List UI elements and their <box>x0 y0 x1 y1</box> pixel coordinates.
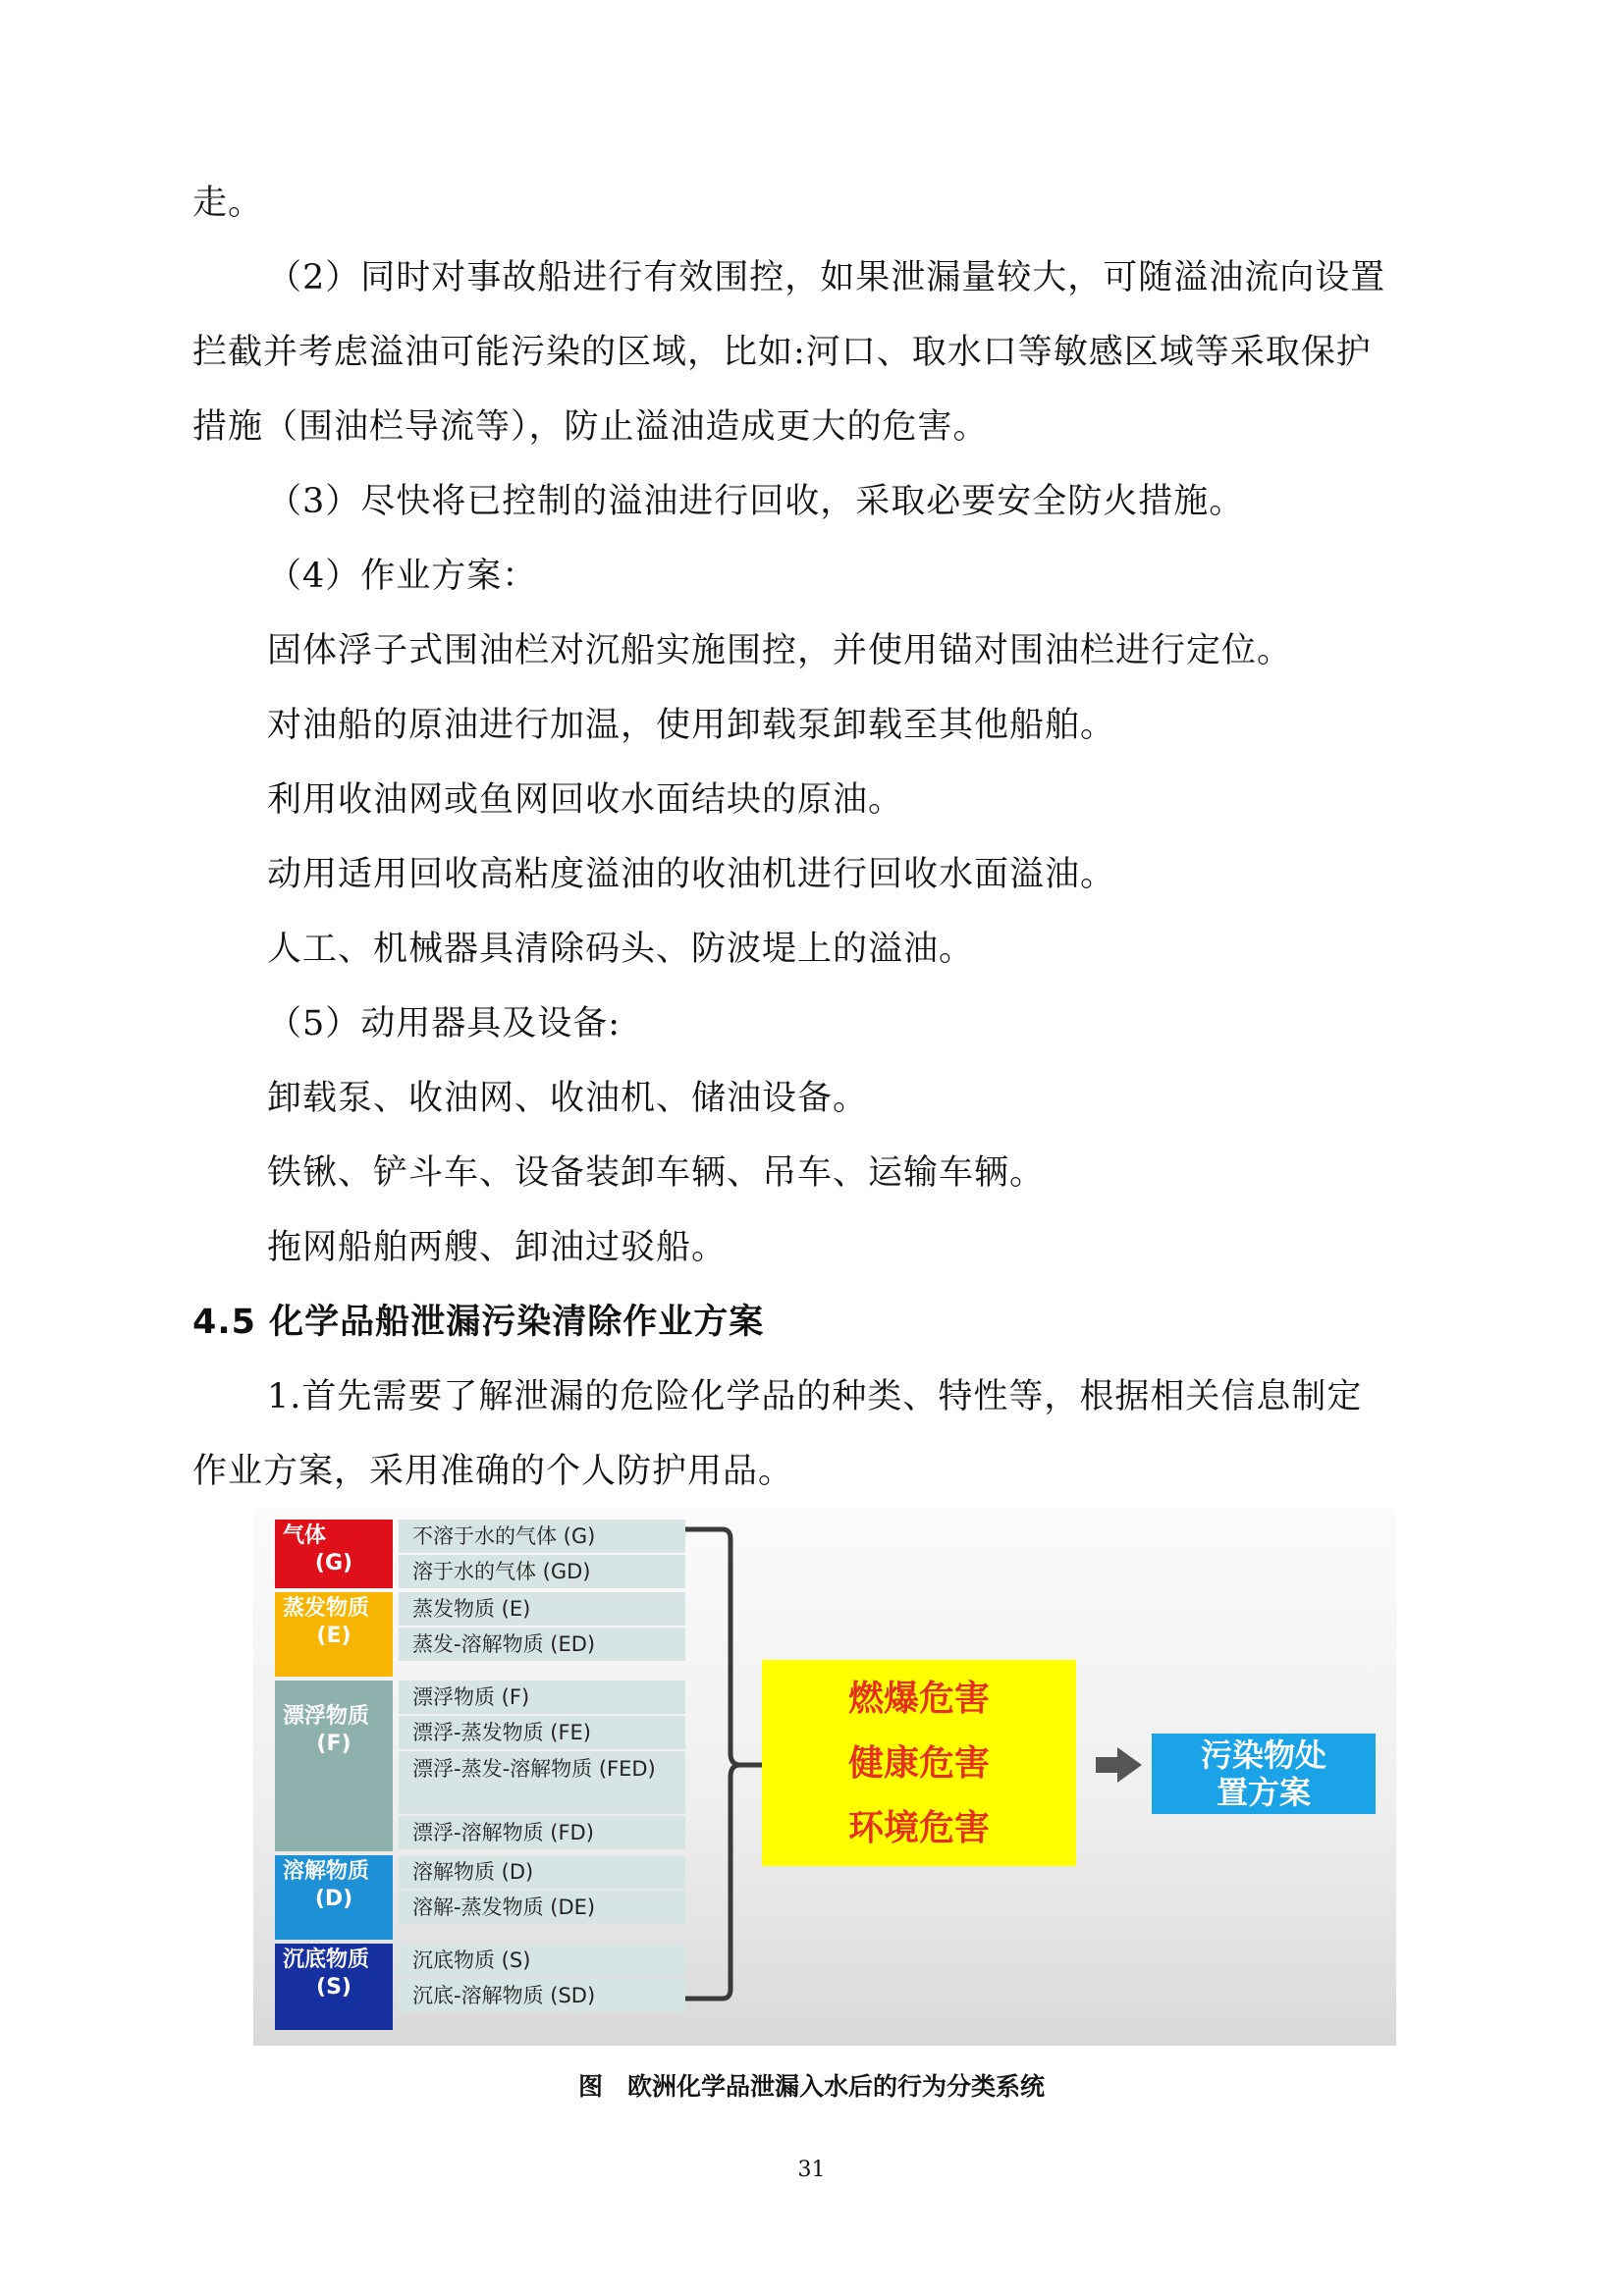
subtype-item: 漂浮-溶解物质 (FD) <box>399 1816 685 1849</box>
subtype-item: 蒸发物质 (E) <box>399 1592 685 1626</box>
subtype-item: 沉底-溶解物质 (SD) <box>399 1979 685 2012</box>
category-code: (F) <box>316 1732 352 1756</box>
hazard-item: 健康危害 <box>847 1743 990 1784</box>
category-name: 溶解物质 <box>283 1859 370 1884</box>
category-name: 蒸发物质 <box>283 1596 370 1621</box>
category-name: 气体 <box>283 1523 327 1548</box>
page-number: 31 <box>797 2158 826 2182</box>
category-code: (D) <box>314 1887 353 1911</box>
text-line: 作业方案，采用准确的个人防护用品。 <box>192 1452 794 1491</box>
text-line: 对油船的原油进行加温，使用卸载泵卸载至其他船舶。 <box>267 706 1116 745</box>
result-line: 置方案 <box>1216 1774 1311 1811</box>
text-line: 动用适用回收高粘度溢油的收油机进行回收水面溢油。 <box>267 855 1116 894</box>
subtype-item: 溶于水的气体 (GD) <box>399 1555 685 1588</box>
result-line: 污染物处 <box>1200 1736 1326 1774</box>
hazard-item: 燃爆危害 <box>847 1679 990 1719</box>
section-heading: 4.5 化学品船泄漏污染清除作业方案 <box>192 1303 765 1342</box>
text-line: 措施（围油栏导流等），防止溢油造成更大的危害。 <box>192 407 989 447</box>
category-code: (S) <box>316 1975 352 2000</box>
subtype-item: 沉底物质 (S) <box>399 1944 685 1977</box>
text-line: （4）作业方案： <box>267 557 538 596</box>
text-line: （2）同时对事故船进行有效围控，如果泄漏量较大，可随溢油流向设置 <box>267 258 1386 297</box>
subtype-item: 漂浮-蒸发-溶解物质 (FED) <box>399 1751 685 1814</box>
text-line: 拦截并考虑溢油可能污染的区域，比如:河口、取水口等敏感区域等采取保护 <box>192 333 1372 372</box>
text-line: 利用收油网或鱼网回收水面结块的原油。 <box>267 780 904 820</box>
category-code: (E) <box>316 1624 352 1648</box>
subtype-item: 漂浮物质 (F) <box>399 1681 685 1714</box>
arrow-head-icon <box>1117 1747 1142 1783</box>
hazard-box <box>762 1660 1076 1866</box>
text-line: 固体浮子式围油栏对沉船实施围控，并使用锚对围油栏进行定位。 <box>267 631 1293 670</box>
subtype-item: 蒸发-溶解物质 (ED) <box>399 1628 685 1661</box>
subtype-item: 不溶于水的气体 (G) <box>399 1520 685 1553</box>
text-line: 卸载泵、收油网、收油机、储油设备。 <box>267 1079 869 1118</box>
bracket-connector <box>685 1529 762 1999</box>
category-code: (G) <box>314 1551 353 1575</box>
text-line: 拖网船舶两艘、卸油过驳船。 <box>267 1228 728 1267</box>
text-line: （3）尽快将已控制的溢油进行回收，采取必要安全防火措施。 <box>267 482 1245 521</box>
subtype-item: 漂浮-蒸发物质 (FE) <box>399 1716 685 1749</box>
classification-figure <box>253 1508 1396 2046</box>
result-box <box>1152 1734 1376 1814</box>
hazard-item: 环境危害 <box>847 1808 990 1848</box>
category-name: 漂浮物质 <box>283 1704 370 1729</box>
text-line: 走。 <box>192 184 264 223</box>
figure-caption: 图 欧洲化学品泄漏入水后的行为分类系统 <box>577 2072 1045 2101</box>
category-name: 沉底物质 <box>283 1948 370 1972</box>
text-line: 人工、机械器具清除码头、防波堤上的溢油。 <box>267 930 975 969</box>
subtype-item: 溶解-蒸发物质 (DE) <box>399 1891 685 1924</box>
text-line: 铁锹、铲斗车、设备装卸车辆、吊车、运输车辆。 <box>267 1153 1046 1193</box>
subtype-item: 溶解物质 (D) <box>399 1855 685 1889</box>
text-line: （5）动用器具及设备: <box>267 1004 622 1043</box>
text-line: 1.首先需要了解泄漏的危险化学品的种类、特性等，根据相关信息制定 <box>267 1377 1363 1416</box>
